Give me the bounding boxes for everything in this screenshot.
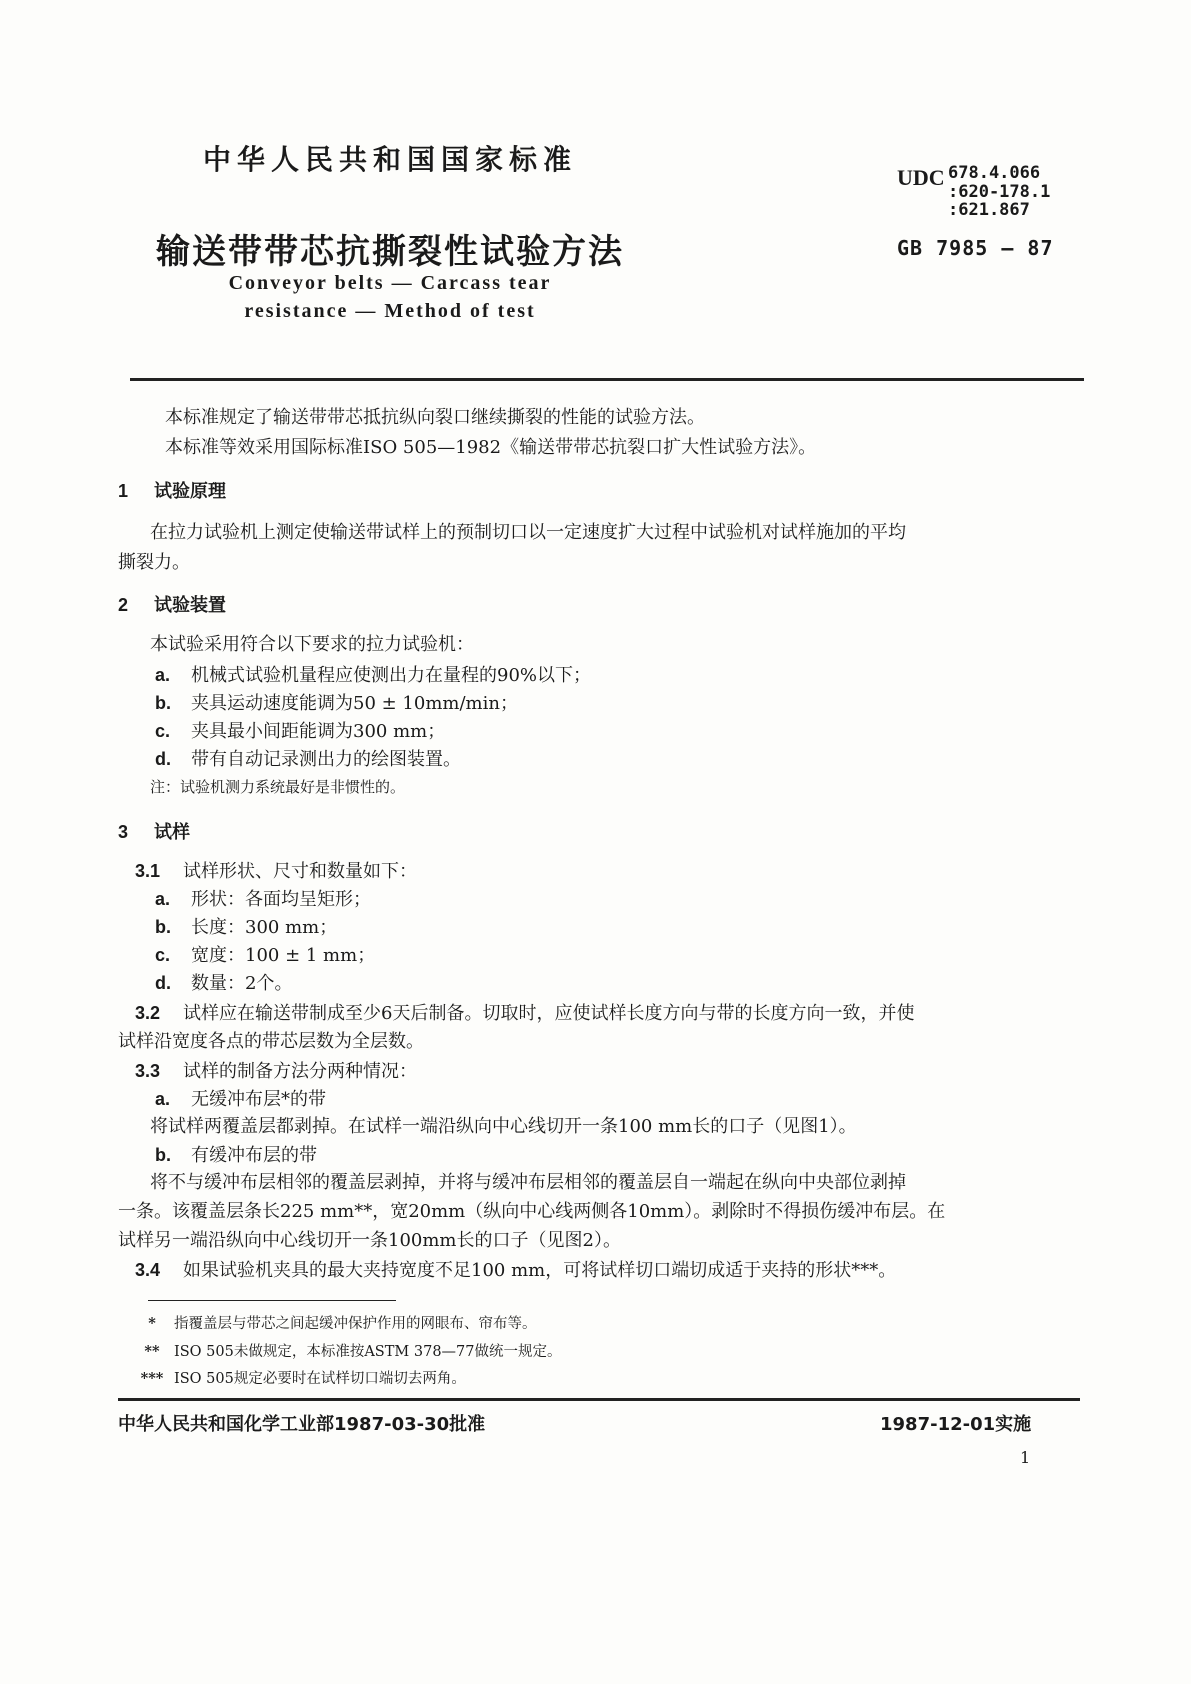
- page-number: 1: [1020, 1448, 1031, 1467]
- intro-paragraph-2: 本标准等效采用国际标准ISO 505—1982《输送带带芯抗裂口扩大性试验方法》。: [165, 437, 817, 458]
- gb-number: GB 7985 — 87: [897, 236, 1054, 260]
- section-2-lead: 本试验采用符合以下要求的拉力试验机：: [150, 634, 474, 655]
- section-1-body-line1: 在拉力试验机上测定使输送带试样上的预制切口以一定速度扩大过程中试验机对试样施加的平均: [150, 522, 906, 543]
- udc-label: UDC: [897, 165, 945, 190]
- section-number: 2: [118, 595, 129, 615]
- clause-3-3: 3.3 试样的制备方法分两种情况：: [135, 1061, 417, 1082]
- clause-3-3-b-line1: 将不与缓冲布层相邻的覆盖层剥掉，并将与缓冲布层相邻的覆盖层自一端起在纵向中央部位剥掉: [150, 1172, 906, 1193]
- section-title: 试验原理: [154, 481, 226, 502]
- standard-name: 中华人民共和国国家标准: [202, 143, 577, 176]
- section-2-heading: [118, 591, 226, 617]
- footnote: *** ISO 505规定必要时在试样切口端切去两角。: [140, 1370, 466, 1387]
- clause-3-4: 3.4 如果试验机夹具的最大夹持宽度不足100 mm，可将试样切口端切成适于夹持的形状***。: [135, 1260, 897, 1281]
- list-item: d. 带有自动记录测出力的绘图装置。: [155, 749, 461, 770]
- clause-3-1: 3.1 试样形状、尺寸和数量如下：: [135, 861, 417, 882]
- approval-line: 中华人民共和国化学工业部1987-03-30批准: [118, 1414, 486, 1435]
- clause-3-3-a-body: 将试样两覆盖层都剥掉。在试样一端沿纵向中心线切开一条100 mm长的口子（见图1）。: [150, 1116, 857, 1137]
- section-number: 3: [118, 822, 129, 842]
- footer-divider: [118, 1398, 1080, 1401]
- clause-3-3-a: a. 无缓冲布层*的带: [155, 1089, 326, 1110]
- section-number: 1: [118, 481, 129, 501]
- section-1-heading: [118, 477, 226, 503]
- udc-code-3: :621.867: [948, 200, 1030, 220]
- document-title-cn: 输送带带芯抗撕裂性试验方法: [156, 232, 624, 272]
- header-divider: [130, 378, 1084, 381]
- clause-3-2-line2: 试样沿宽度各点的带芯层数为全层数。: [118, 1031, 424, 1052]
- footnote: ** ISO 505未做规定，本标准按ASTM 378—77做统一规定。: [144, 1343, 562, 1360]
- intro-paragraph-1: 本标准规定了输送带带芯抵抗纵向裂口继续撕裂的性能的试验方法。: [165, 407, 705, 428]
- section-1-body-line2: 撕裂力。: [118, 552, 190, 573]
- document-title-en-line2: resistance — Method of test: [244, 300, 536, 322]
- list-item: a. 形状：各面均呈矩形；: [155, 889, 371, 910]
- list-item: c. 宽度：100 ± 1 mm；: [155, 945, 376, 966]
- udc-code-1: 678.4.066: [948, 163, 1041, 183]
- footnote: * 指覆盖层与带芯之间起缓冲保护作用的网眼布、帘布等。: [148, 1315, 537, 1332]
- section-2-note: 注：试验机测力系统最好是非惯性的。: [150, 778, 406, 796]
- list-item: b. 长度：300 mm；: [155, 917, 338, 938]
- udc-code-2: :620-178.1: [948, 182, 1051, 202]
- section-title: 试样: [154, 822, 190, 843]
- clause-3-3-b-line2: 一条。该覆盖层条长225 mm**，宽20mm（纵向中心线两侧各10mm）。剥除时不得损伤缓冲布层。在: [118, 1201, 946, 1222]
- clause-3-2: 3.2 试样应在输送带制成至少6天后制备。切取时，应使试样长度方向与带的长度方向一致，并使: [135, 1003, 915, 1024]
- document-title-en-line1: Conveyor belts — Carcass tear: [228, 272, 552, 294]
- list-item: d. 数量：2个。: [155, 973, 293, 994]
- clause-3-3-b-line3: 试样另一端沿纵向中心线切开一条100mm长的口子（见图2）。: [118, 1230, 621, 1251]
- list-item: c. 夹具最小间距能调为300 mm；: [155, 721, 446, 742]
- section-3-heading: [118, 818, 190, 844]
- footnote-divider: [148, 1300, 396, 1301]
- effective-date: 1987-12-01实施: [880, 1414, 1032, 1435]
- section-title: 试验装置: [154, 595, 226, 616]
- list-item: a. 机械式试验机量程应使测出力在量程的90%以下；: [155, 665, 592, 686]
- list-item: b. 夹具运动速度能调为50 ± 10mm/min；: [155, 693, 518, 714]
- clause-3-3-b: b. 有缓冲布层的带: [155, 1145, 317, 1166]
